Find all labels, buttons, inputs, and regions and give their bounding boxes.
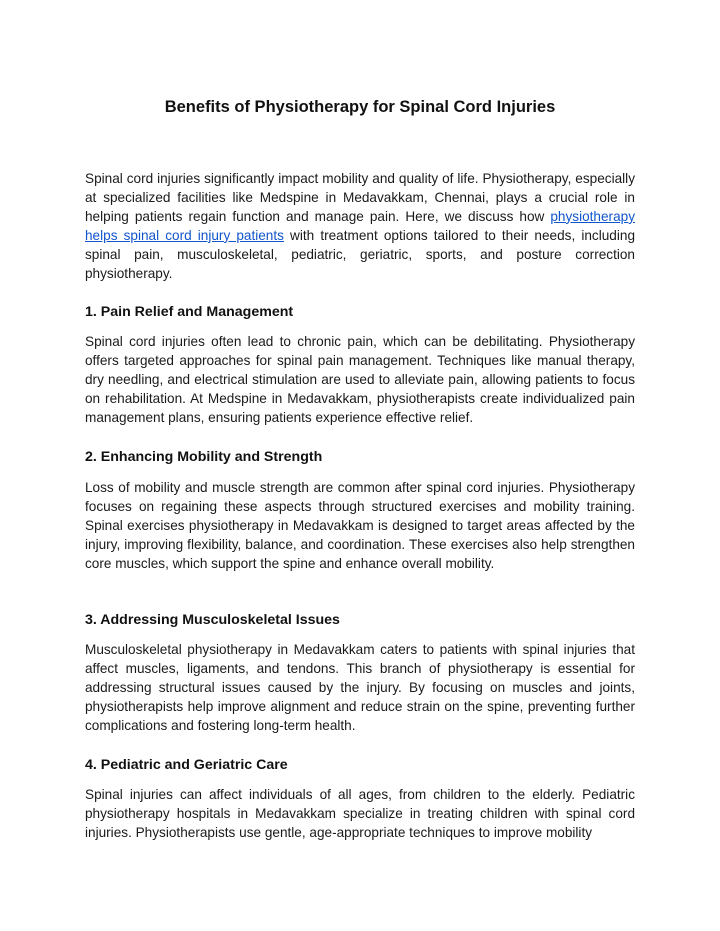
section-paragraph: Loss of mobility and muscle strength are common after spinal cord injuries. Physiotherapy focuses on regaining these aspects through structured exercises and mobility training. Spinal exercises physiotherapy in Medavakkam is designed to target areas affected by the injury, improving flexibility, balance, and coordination. These exercises also help strengthen core muscles, which support the spine and enhance overall mobility. [85,480,635,571]
page-title: Benefits of Physiotherapy for Spinal Cord Injuries [164,98,556,116]
section-2-body-block [85,479,635,574]
section-heading: 1. Pain Relief and Management [85,304,294,320]
section-4-heading-block [85,757,635,773]
section-paragraph: Musculoskeletal physiotherapy in Medavakkam caters to patients with spinal injuries that affect muscles, ligaments, and tendons. This branch of physiotherapy is essential for addressing structural issues caused by the injury. By focusing on muscles and joints, physiotherapists help improve alignment and reduce strain on the spine, preventing further complications and fostering long-term health. [85,642,635,733]
section-heading: 3. Addressing Musculoskeletal Issues [85,612,340,628]
intro-block [85,170,635,283]
section-heading: 4. Pediatric and Geriatric Care [85,757,288,773]
section-4-body-block [85,786,635,843]
section-paragraph: Spinal cord injuries often lead to chronic pain, which can be debilitating. Physiotherapy offers targeted approaches for spinal pain management. Techniques like manual therapy, dry needling, and electrical stimulation are used to alleviate pain, allowing patients to focus on rehabilitation. At Medspine in Medavakkam, physiotherapists create individualized pain management plans, ensuring patients experience effective relief. [85,334,635,425]
physiotherapy-spinal-link[interactable]: physiotherapy helps spinal cord injury patients [85,208,635,243]
section-3-heading-block [85,612,635,628]
intro-paragraph [85,170,635,283]
section-1-body-block [85,333,635,428]
intro-text-start: Spinal cord injuries significantly impact mobility and quality of life. Physiotherapy, especially at specialized facilities like Medspine in Medavakkam, Chennai, plays a crucial role in helping patients regain function and manage pain. Here, we discuss how [85,171,635,224]
section-2-heading-block [85,449,635,465]
section-paragraph: Spinal injuries can affect individuals of all ages, from children to the elderly. Pediatric physiotherapy hospitals in Medavakkam specialize in treating children with spinal cord injuries. Physiotherapists use gentle, age-appropriate techniques to improve mobility [85,787,635,840]
section-heading: 2. Enhancing Mobility and Strength [85,449,323,465]
intro-text-end: with treatment options tailored to their needs, including spinal pain, musculoskeletal, pediatric, geriatric, sports, and posture correction physiotherapy. [85,227,635,281]
section-1-heading-block [85,304,635,320]
section-3-body-block [85,641,635,736]
